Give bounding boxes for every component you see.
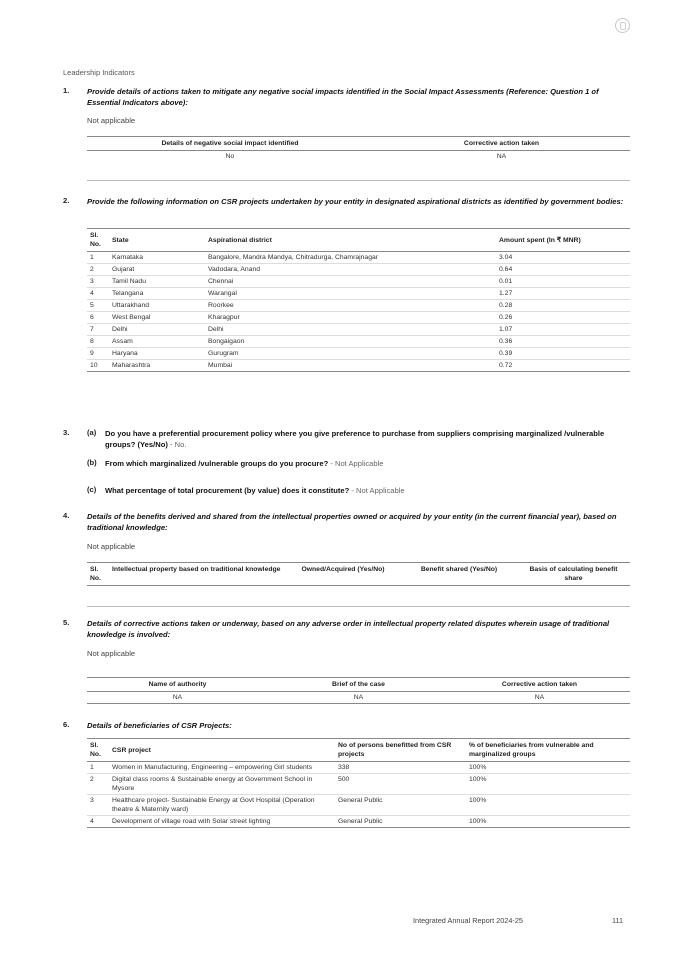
question-text: Details of corrective actions taken or underway, based on any adverse order in intellectual property related disputes wherein usage of traditional knowledge is involved: [87, 619, 610, 639]
column-header: Amount spent (In ₹ MNR) [499, 236, 581, 244]
question-number: 2. [63, 196, 70, 205]
table-cell: 10 [90, 362, 98, 369]
column-header: Intellectual property based on traditional knowledge [112, 566, 281, 573]
logo-icon [615, 18, 630, 33]
table-cell: 1 [90, 764, 94, 771]
question-number: 3. [63, 428, 70, 437]
table-cell: Karnataka [112, 254, 143, 261]
table-cell: 500 [338, 776, 350, 783]
column-header: Owned/Acquired (Yes/No) [301, 566, 385, 573]
table-cell: 0.26 [499, 314, 513, 321]
table-cell: 5 [90, 302, 94, 309]
table-row [87, 264, 630, 276]
table-row [87, 348, 630, 360]
answer-text: Not applicable [87, 542, 136, 551]
table-cell: Healthcare project- Sustainable Energy at Govt Hospital (Operation theatre & Maternity ward) [112, 797, 315, 813]
table-cell: Warangal [208, 290, 237, 297]
column-header: Sl. No. [90, 742, 101, 758]
aspirational-districts-table [87, 228, 630, 372]
divider [87, 180, 630, 181]
sub-answer: - Not Applicable [349, 486, 405, 495]
column-header: Name of authority [148, 681, 207, 688]
table-cell: Gujarat [112, 266, 135, 273]
section-heading: Leadership Indicators [63, 68, 135, 77]
table-cell: General Public [338, 797, 383, 804]
table-cell: 100% [469, 797, 487, 804]
table-cell: 6 [90, 314, 94, 321]
table-row [87, 151, 630, 163]
table-cell: Uttarakhand [112, 302, 150, 309]
sub-question-text: Do you have a preferential procurement policy where you give preference to purchase from suppliers comprising marginalized /vulnerable groups? (Yes/No) [105, 429, 605, 449]
column-header: Sl. No. [90, 232, 101, 248]
table-cell: 1 [90, 254, 94, 261]
column-header: Details of negative social impact identified [161, 140, 299, 147]
column-header: State [112, 236, 129, 244]
table-cell: 0.64 [499, 266, 513, 273]
table-cell: West Bengal [112, 314, 151, 321]
column-header: Basis of calculating benefit share [529, 566, 618, 582]
table-cell: NA [353, 694, 364, 701]
divider [87, 606, 630, 607]
table-cell: Maharashtra [112, 362, 151, 369]
table-row [87, 336, 630, 348]
sub-question-text: What percentage of total procurement (by value) does it constitute? [105, 486, 350, 495]
table-cell: Bangalore, Mandra Mandya, Chitradurga, Chamrajnagar [208, 254, 379, 261]
table-row [87, 692, 630, 704]
corrective-actions-table [87, 677, 630, 704]
table-cell: Delhi [208, 326, 224, 333]
table-row [87, 795, 630, 816]
table-header-row [87, 137, 630, 151]
table-cell: 3 [90, 797, 94, 804]
table-cell: NA [534, 694, 545, 701]
table-row [87, 288, 630, 300]
table-cell: 0.39 [499, 350, 513, 357]
table-cell: No [225, 153, 235, 160]
table-cell: Assam [112, 338, 133, 345]
table-row [87, 816, 630, 828]
report-footer-title: Integrated Annual Report 2024-25 [413, 916, 523, 925]
table-header-row [87, 563, 630, 586]
table-cell: 100% [469, 818, 487, 825]
question-number: 6. [63, 720, 70, 729]
answer-text: Not applicable [87, 116, 136, 125]
table-cell: General Public [338, 818, 383, 825]
sub-answer: - No. [167, 440, 187, 449]
table-cell: Roorkee [208, 302, 234, 309]
table-cell: 1.07 [499, 326, 513, 333]
table-cell: 7 [90, 326, 94, 333]
sub-label: (b) [87, 458, 97, 467]
column-header: Brief of the case [332, 681, 385, 688]
table-row [87, 252, 630, 264]
table-cell: 0.01 [499, 278, 513, 285]
table-cell: 3.04 [499, 254, 513, 261]
column-header: Sl. No. [90, 566, 101, 582]
table-cell: 3 [90, 278, 94, 285]
answer-text: Not applicable [87, 649, 136, 658]
column-header: No of persons benefitted from CSR projects [338, 742, 452, 758]
question-text: Provide details of actions taken to mitigate any negative social impacts identified in the Social Impact Assessments (Reference: Question 1 of Essential Indicators above): [87, 87, 599, 107]
question-text: Details of the benefits derived and shared from the intellectual properties owned or acquired by your entity (in the current financial year), based on traditional knowledge: [87, 512, 617, 532]
table-header-row [87, 739, 630, 762]
column-header: % of beneficiaries from vulnerable and marginalized groups [469, 742, 594, 758]
table-row [87, 762, 630, 774]
table-cell: Vadodara, Anand [208, 266, 261, 273]
table-cell: Kharagpur [208, 314, 240, 321]
csr-beneficiaries-table [87, 738, 630, 828]
table-cell: 1.27 [499, 290, 513, 297]
table-cell: Tamil Nadu [112, 278, 146, 285]
table-cell: Chennai [208, 278, 234, 285]
table-cell: 0.28 [499, 302, 513, 309]
column-header: Aspirational district [208, 236, 272, 244]
sub-answer: - Not Applicable [328, 459, 384, 468]
table-cell: NA [496, 153, 507, 160]
table-cell: 100% [469, 776, 487, 783]
column-header: Corrective action taken [501, 681, 578, 688]
table-cell: 4 [90, 818, 94, 825]
intellectual-property-table [87, 562, 630, 586]
table-cell: 338 [338, 764, 350, 771]
negative-impact-table [87, 136, 630, 162]
table-cell: Telangana [112, 290, 144, 297]
column-header: CSR project [112, 746, 151, 754]
question-number: 5. [63, 618, 70, 627]
table-cell: NA [172, 694, 183, 701]
table-cell: Gurugram [208, 350, 239, 357]
table-cell: 9 [90, 350, 94, 357]
table-row [87, 276, 630, 288]
table-cell: Delhi [112, 326, 128, 333]
table-row [87, 312, 630, 324]
table-cell: 100% [469, 764, 487, 771]
table-cell: Development of village road with Solar street lighting [112, 818, 271, 825]
table-row [87, 324, 630, 336]
question-text: Details of beneficiaries of CSR Projects: [87, 721, 232, 730]
question-text: Provide the following information on CSR projects undertaken by your entity in designated aspirational districts as identified by government bodies: [87, 197, 624, 206]
question-number: 4. [63, 511, 70, 520]
table-cell: Women in Manufacturing, Engineering – empowering Girl students [112, 764, 313, 771]
sub-question-text: From which marginalized /vulnerable groups do you procure? [105, 459, 329, 468]
table-row [87, 300, 630, 312]
table-cell: 0.72 [499, 362, 513, 369]
table-cell: 2 [90, 776, 94, 783]
table-cell: Digital class rooms & Sustainable energy at Government School in Mysore [112, 776, 313, 792]
table-cell: 4 [90, 290, 94, 297]
table-row [87, 360, 630, 372]
table-header-row [87, 678, 630, 692]
table-header-row [87, 229, 630, 252]
table-cell: 0.36 [499, 338, 513, 345]
column-header: Benefit shared (Yes/No) [420, 566, 498, 573]
question-number: 1. [63, 86, 70, 95]
table-cell: 8 [90, 338, 94, 345]
page-number: 111 [612, 916, 624, 925]
table-cell: Mumbai [208, 362, 233, 369]
sub-label: (a) [87, 428, 97, 437]
table-row [87, 774, 630, 795]
sub-label: (c) [87, 485, 97, 494]
table-cell: 2 [90, 266, 94, 273]
table-cell: Bongaigaon [208, 338, 245, 345]
table-cell: Haryana [112, 350, 138, 357]
column-header: Corrective action taken [463, 140, 540, 147]
